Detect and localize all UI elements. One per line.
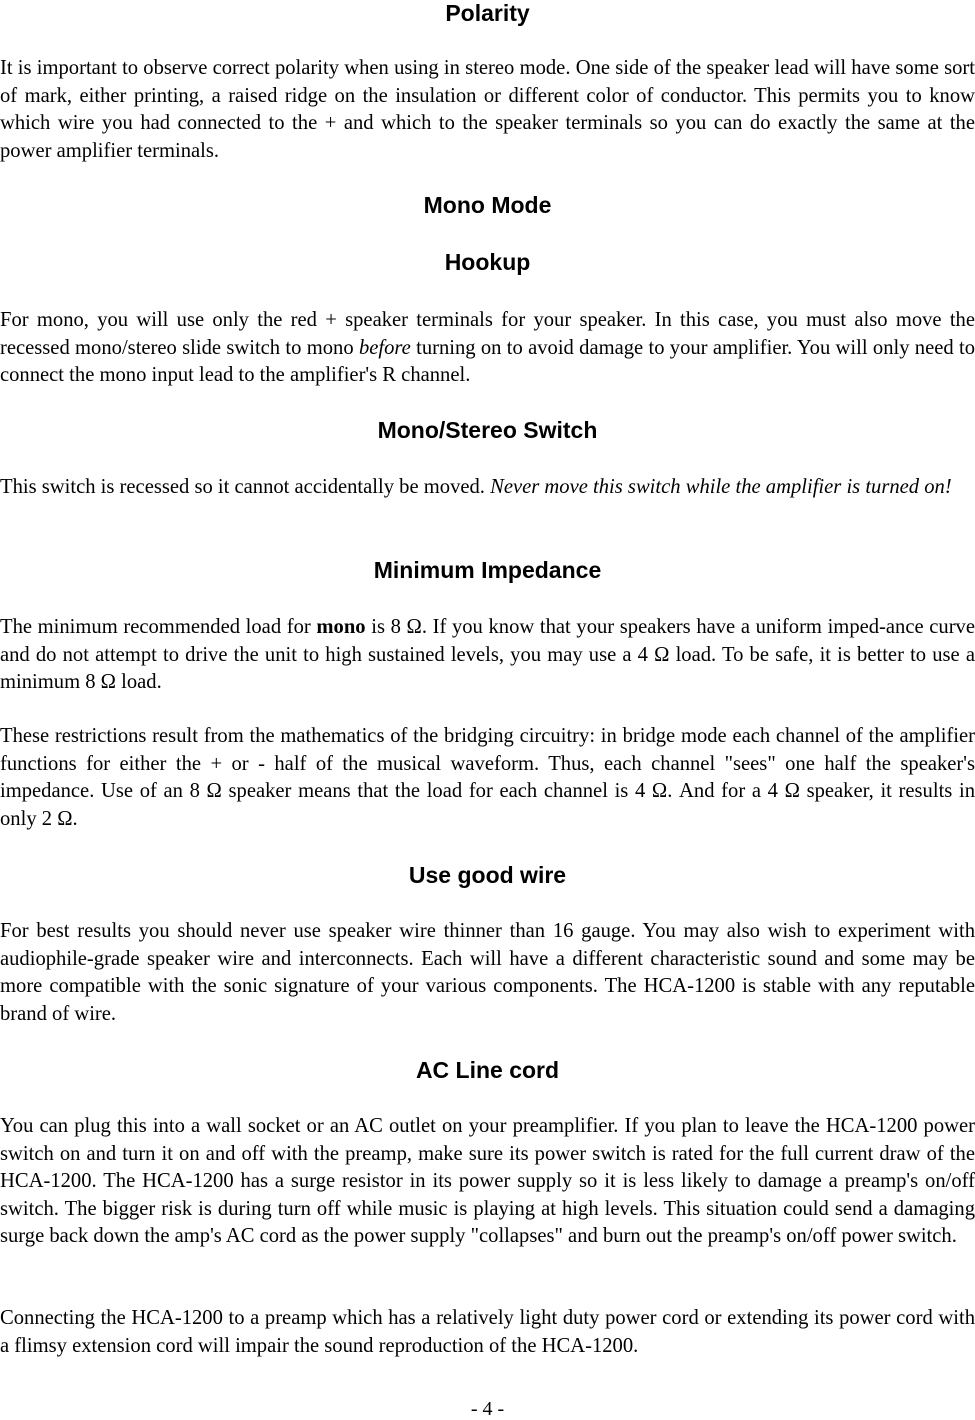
heading-use-good-wire: Use good wire (408, 862, 567, 888)
heading-mono-stereo-switch: Mono/Stereo Switch (377, 417, 598, 443)
heading-mono-mode: Mono Mode (423, 192, 552, 218)
text-run: The minimum recommended load for (0, 616, 317, 638)
heading-hookup: Hookup (444, 249, 531, 275)
paragraph-wire: For best results you should never use speaker wire thinner than 16 gauge. You may also wish to experiment with audiophile-grade speaker wire and interconnects. Each will have a different characteristic sound and some may be more compatible with the sonic signature of your various components. The HCA-1200 is stable with any reputable brand of wire. (0, 920, 975, 1025)
paragraph-ac-cord-2: Connecting the HCA-1200 to a preamp which has a relatively light duty power cord or extending its power cord with a flimsy extension cord will impair the sound reproduction of the HCA-1200. (0, 1307, 975, 1357)
heading-polarity: Polarity (445, 0, 530, 26)
paragraph-switch (0, 474, 975, 502)
text-run: turning on to avoid damage to your amplifier. You will only need to connect the mono input lead to the amplifier's R channel. (0, 336, 975, 387)
heading-ac-line-cord: AC Line cord (415, 1057, 560, 1083)
page-number: - 4 - (470, 1398, 505, 1420)
paragraph-hookup (0, 307, 975, 390)
bold-mono: mono (316, 616, 366, 638)
text-run: This switch is recessed so it cannot accidentally be moved. (0, 476, 491, 498)
emphasis-before: before (358, 336, 411, 359)
paragraph-ac-cord-1: You can plug this into a wall socket or an AC outlet on your preamplifier. If you plan to leave the HCA-1200 power switch on and turn it on and off with the preamp, make sure its power switch is rated for the full current draw of the HCA-1200. The HCA-1200 has a surge resistor in its power supply so it is less likely to damage a preamp's on/off switch. The bigger risk is during turn off while music is playing at high levels. This situation could send a damaging surge back down the amp's AC cord as the power supply "collapses" and burn out the preamp's on/off power switch. (0, 1115, 975, 1248)
text-run: is 8 Ω. If you know that your speakers have a uniform imped-ance curve and do not attempt to drive the unit to high sustained levels, you may use a 4 Ω load. To be safe, it is better to use a minimum 8 Ω load. (0, 616, 975, 694)
text-run: For mono, you will use only the red + speaker terminals for your speaker. In this case, you must also move the recessed mono/stereo slide switch to mono (0, 309, 975, 359)
heading-minimum-impedance: Minimum Impedance (373, 557, 602, 583)
paragraph-impedance-2: These restrictions result from the mathematics of the bridging circuitry: in bridge mode each channel of the amplifier functions for either the + or - half of the musical waveform. Thus, each channel "sees" one half the speaker's impedance. Use of an 8 Ω speaker means that the load for each channel is 4 Ω. And for a 4 Ω speaker, it results in only 2 Ω. (0, 725, 975, 830)
emphasis-warning: Never move this switch while the amplifier is turned on! (490, 476, 952, 498)
paragraph-polarity: It is important to observe correct polarity when using in stereo mode. One side of the speaker lead will have some sort of mark, either printing, a raised ridge on the insulation or different color of conductor. This permits you to know which wire you had connected to the + and which to the speaker terminals so you can do exactly the same at the power amplifier terminals. (0, 57, 975, 162)
paragraph-impedance-1 (0, 614, 975, 697)
